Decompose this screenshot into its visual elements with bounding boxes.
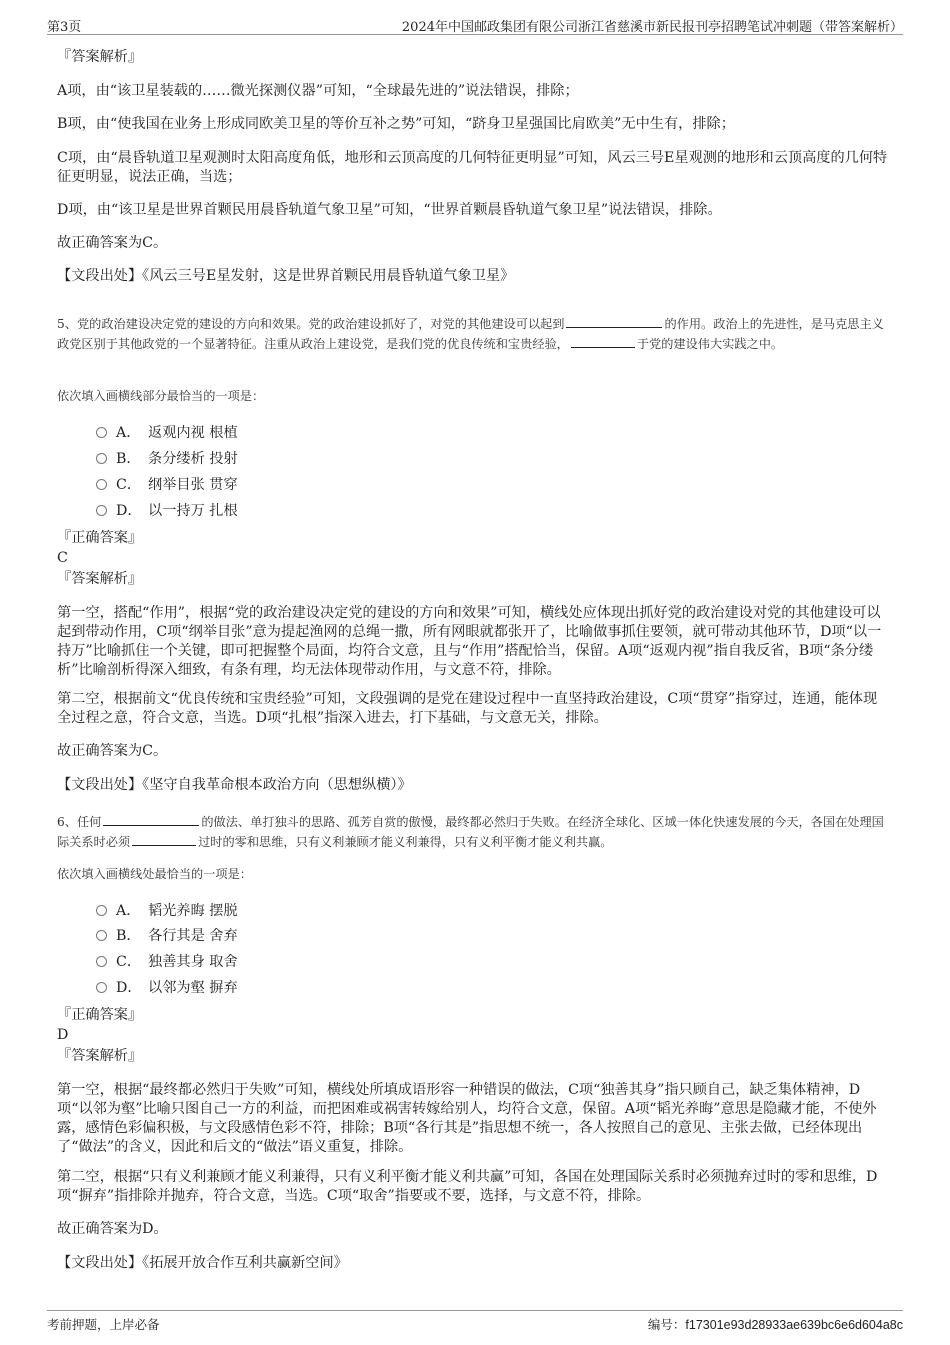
q5-option-a[interactable]: A． 返观内视 根植 [96,423,238,443]
radio-icon[interactable] [96,982,107,993]
radio-icon[interactable] [96,427,107,438]
q4-analysis-d: D项，由“该卫星是世界首颗民用晨昏轨道气象卫星”可知，“世界首颗晨昏轨道气象卫星”说法错误，排除。 [57,202,722,218]
q5-prompt: 依次填入画横线部分最恰当的一项是： [57,389,265,403]
q5-stem [57,314,889,354]
q4-analysis-a: A项，由“该卫星装载的……微光探测仪器”可知，“全球最先进的”说法错误，排除； [57,83,579,99]
page-header [47,14,903,35]
q6-analysis-label: 『答案解析』 [57,1048,143,1064]
q4-analysis-b: B项，由“使我国在业务上形成同欧美卫星的等价互补之势”可知，“跻身卫星强国比肩欧美”无中生有，排除； [57,116,735,132]
document-title: 2024年中国邮政集团有限公司浙江省慈溪市新民报刊亭招聘笔试冲刺题（带答案解析） [401,20,903,35]
q4-analysis-label: 『答案解析』 [57,49,143,65]
q5-stem-part2: 的作用。政治上的先进性，是马克思主义政党区别于其他政党的一个显著特征。注重从政治上建设党，是我们党的优良传统和宝贵经验， [57,317,884,351]
q4-source: 【文段出处】《风云三号E星发射，这是世界首颗民用晨昏轨道气象卫星》 [57,268,515,284]
q6-stem-part2: 的做法、单打独斗的思路、孤芳自赏的傲慢，最终都必然归于失败。在经济全球化、区域一体化快速发展的今天，各国在处理国际关系时必须 [57,815,884,849]
q5-analysis-para2: 第二空，根据前文“优良传统和宝贵经验”可知，文段强调的是党在建设过程中一直坚持政治建设，C项“贯穿”指穿过，连通，能体现全过程之意，符合文意，当选。D项“扎根”指深入进去，打下基础，与文意无关，排除。 [57,691,878,726]
q6-source: 【文段出处】《拓展开放合作互利共赢新空间》 [57,1255,348,1271]
footer-slogan: 考前押题，上岸必备 [47,1317,160,1332]
q6-conclusion: 故正确答案为D。 [57,1221,168,1237]
q5-source: 【文段出处】《坚守自我革命根本政治方向（思想纵横）》 [57,777,412,793]
q5-correct-answer: C [57,550,68,566]
radio-icon[interactable] [96,956,107,967]
q4-analysis-c: C项，由“晨昏轨道卫星观测时太阳高度角低，地形和云顶高度的几何特征更明显”可知，风云三号E星观测的地形和云顶高度的几何特征更明显，说法正确，当选； [57,150,888,185]
q5-option-d[interactable]: D． 以一持万 扎根 [96,501,238,521]
footer-document-id: 编号：f17301e93d28933ae639bc6e6d604a8c [647,1318,903,1332]
q6-stem-part3: 过时的零和思维，只有义利兼顾才能义利兼得，只有义利平衡才能义利共赢。 [198,835,613,849]
q6-stem [57,812,889,852]
q5-analysis-label: 『答案解析』 [57,571,143,587]
q5-stem-part3: 于党的建设伟大实践之中。 [636,337,784,351]
q5-blank-2 [571,335,635,348]
q6-prompt: 依次填入画横线处最恰当的一项是： [57,867,252,881]
radio-icon[interactable] [96,505,107,516]
q5-blank-1 [566,315,662,328]
q5-stem-part1: 5、党的政治建设决定党的建设的方向和效果。党的政治建设抓好了，对党的其他建设可以起到 [57,317,565,331]
q6-correct-label: 『正确答案』 [57,1007,143,1023]
q6-option-a[interactable]: A． 韬光养晦 摆脱 [96,901,238,921]
q6-blank-2 [132,833,196,846]
q6-option-b[interactable]: B． 各行其是 舍弃 [96,926,238,946]
q5-conclusion: 故正确答案为C。 [57,743,168,759]
page-number: 第3页 [47,20,82,35]
q4-conclusion: 故正确答案为C。 [57,235,168,251]
q5-option-c[interactable]: C． 纲举目张 贯穿 [96,475,238,495]
q6-blank-1 [103,813,199,826]
q5-option-b[interactable]: B． 条分缕析 投射 [96,449,238,469]
q5-analysis-para1: 第一空，搭配“作用”，根据“党的政治建设决定党的建设的方向和效果”可知，横线处应体现出抓好党的政治建设对党的其他建设可以起到带动作用，C项“纲举目张”意为提起渔网的总绳一撒，所有网眼就都张开了，比喻做事抓住要领，就可带动其他环节，D项“以一持万”比喻抓住一个关键，即可把握整个局面，均符合文意，且与“作用”搭配恰当，保留。A项“返观内视”指自我反省，B项“条分缕析”比喻剖析得深入细致，有条有理，均无法体现带动作用，与文意不符，排除。 [57,605,882,678]
q6-stem-part1: 6、任何 [57,815,102,829]
page-footer [47,1310,903,1331]
q6-correct-answer: D [57,1027,69,1043]
q6-analysis-para1: 第一空，根据“最终都必然归于失败”可知，横线处所填成语形容一种错误的做法，C项“独善其身”指只顾自己，缺乏集体精神，D项“以邻为壑”比喻只图自己一方的利益，而把困难或祸害转嫁给别人，均符合文意，保留。A项“韬光养晦”意思是隐藏才能，不使外露，感情色彩偏积极，与文段感情色彩不符，排除；B项“各行其是”指思想不统一，各人按照自己的意见、主张去做，已经体现出了“做法”的含义，因此和后文的“做法”语义重复，排除。 [57,1082,877,1155]
radio-icon[interactable] [96,479,107,490]
q6-option-d[interactable]: D． 以邻为壑 摒弃 [96,978,238,998]
radio-icon[interactable] [96,930,107,941]
radio-icon[interactable] [96,453,107,464]
radio-icon[interactable] [96,905,107,916]
q5-correct-label: 『正确答案』 [57,530,143,546]
q6-analysis-para2: 第二空，根据“只有义利兼顾才能义利兼得，只有义利平衡才能义利共赢”可知，各国在处理国际关系时必须抛弃过时的零和思维，D项“摒弃”指排除并抛弃，符合文意，当选。C项“取舍”指要或不要，选择，与文意不符，排除。 [57,1169,878,1204]
q6-option-c[interactable]: C． 独善其身 取舍 [96,952,238,972]
